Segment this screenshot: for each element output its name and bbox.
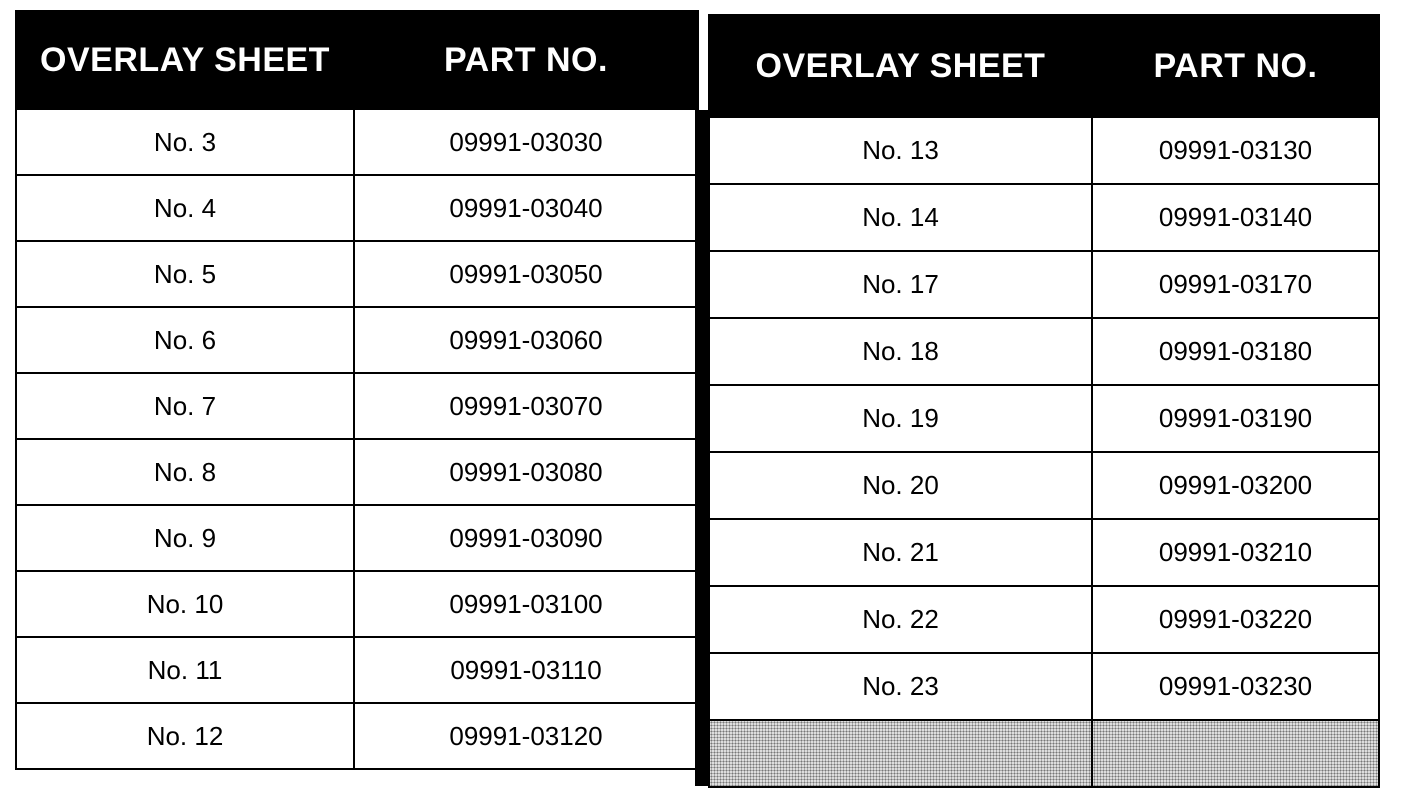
column-header-part-no: PART NO. <box>1092 15 1379 117</box>
part-no-cell: 09991-03040 <box>354 175 698 241</box>
table-row <box>709 452 1379 519</box>
sheet-cell: No. 23 <box>709 653 1092 720</box>
part-no-cell: 09991-03200 <box>1092 452 1379 519</box>
part-no-cell: 09991-03110 <box>354 637 698 703</box>
sheet-cell: No. 4 <box>16 175 354 241</box>
column-header-part-no: PART NO. <box>354 11 698 109</box>
part-no-cell: 09991-03190 <box>1092 385 1379 452</box>
table-row <box>16 175 698 241</box>
header-row <box>16 11 698 109</box>
table-divider <box>695 110 708 786</box>
table-row <box>709 251 1379 318</box>
table-row <box>709 318 1379 385</box>
table-row <box>709 117 1379 184</box>
table-row <box>16 307 698 373</box>
sheet-cell: No. 19 <box>709 385 1092 452</box>
sheet-cell: No. 13 <box>709 117 1092 184</box>
part-no-cell: 09991-03090 <box>354 505 698 571</box>
part-no-cell: 09991-03130 <box>1092 117 1379 184</box>
overlay-sheet-table-left <box>15 10 699 770</box>
table-row <box>16 505 698 571</box>
sheet-cell: No. 11 <box>16 637 354 703</box>
sheet-cell: No. 21 <box>709 519 1092 586</box>
part-no-cell: 09991-03080 <box>354 439 698 505</box>
table-row <box>16 703 698 769</box>
part-no-cell: 09991-03170 <box>1092 251 1379 318</box>
table-row <box>709 519 1379 586</box>
sheet-cell: No. 3 <box>16 109 354 175</box>
sheet-cell: No. 5 <box>16 241 354 307</box>
sheet-cell: No. 6 <box>16 307 354 373</box>
part-no-cell: 09991-03140 <box>1092 184 1379 251</box>
header-row <box>709 15 1379 117</box>
column-header-overlay-sheet: OVERLAY SHEET <box>16 11 354 109</box>
part-no-cell: 09991-03100 <box>354 571 698 637</box>
table-divider-header-gap <box>697 12 708 110</box>
part-no-cell: 09991-03030 <box>354 109 698 175</box>
table-row <box>16 373 698 439</box>
sheet-cell: No. 18 <box>709 318 1092 385</box>
table-row-blank <box>709 720 1379 787</box>
part-no-cell: 09991-03050 <box>354 241 698 307</box>
part-no-cell: 09991-03120 <box>354 703 698 769</box>
part-no-cell: 09991-03180 <box>1092 318 1379 385</box>
table-row <box>16 637 698 703</box>
sheet-cell: No. 20 <box>709 452 1092 519</box>
sheet-cell: No. 7 <box>16 373 354 439</box>
table-row <box>709 385 1379 452</box>
part-no-cell: 09991-03210 <box>1092 519 1379 586</box>
part-no-cell: 09991-03230 <box>1092 653 1379 720</box>
overlay-sheet-table-right <box>708 14 1380 788</box>
column-header-overlay-sheet: OVERLAY SHEET <box>709 15 1092 117</box>
table-row <box>16 571 698 637</box>
part-no-cell: 09991-03060 <box>354 307 698 373</box>
blank-shaded-cell <box>1092 720 1379 787</box>
sheet-cell: No. 12 <box>16 703 354 769</box>
sheet-cell: No. 22 <box>709 586 1092 653</box>
sheet-cell: No. 10 <box>16 571 354 637</box>
table-row <box>16 439 698 505</box>
sheet-cell: No. 14 <box>709 184 1092 251</box>
table-row <box>16 241 698 307</box>
part-no-cell: 09991-03070 <box>354 373 698 439</box>
table-row <box>709 653 1379 720</box>
sheet-cell: No. 9 <box>16 505 354 571</box>
table-row <box>709 586 1379 653</box>
part-no-cell: 09991-03220 <box>1092 586 1379 653</box>
table-row <box>709 184 1379 251</box>
sheet-cell: No. 17 <box>709 251 1092 318</box>
blank-shaded-cell <box>709 720 1092 787</box>
sheet-cell: No. 8 <box>16 439 354 505</box>
table-row <box>16 109 698 175</box>
